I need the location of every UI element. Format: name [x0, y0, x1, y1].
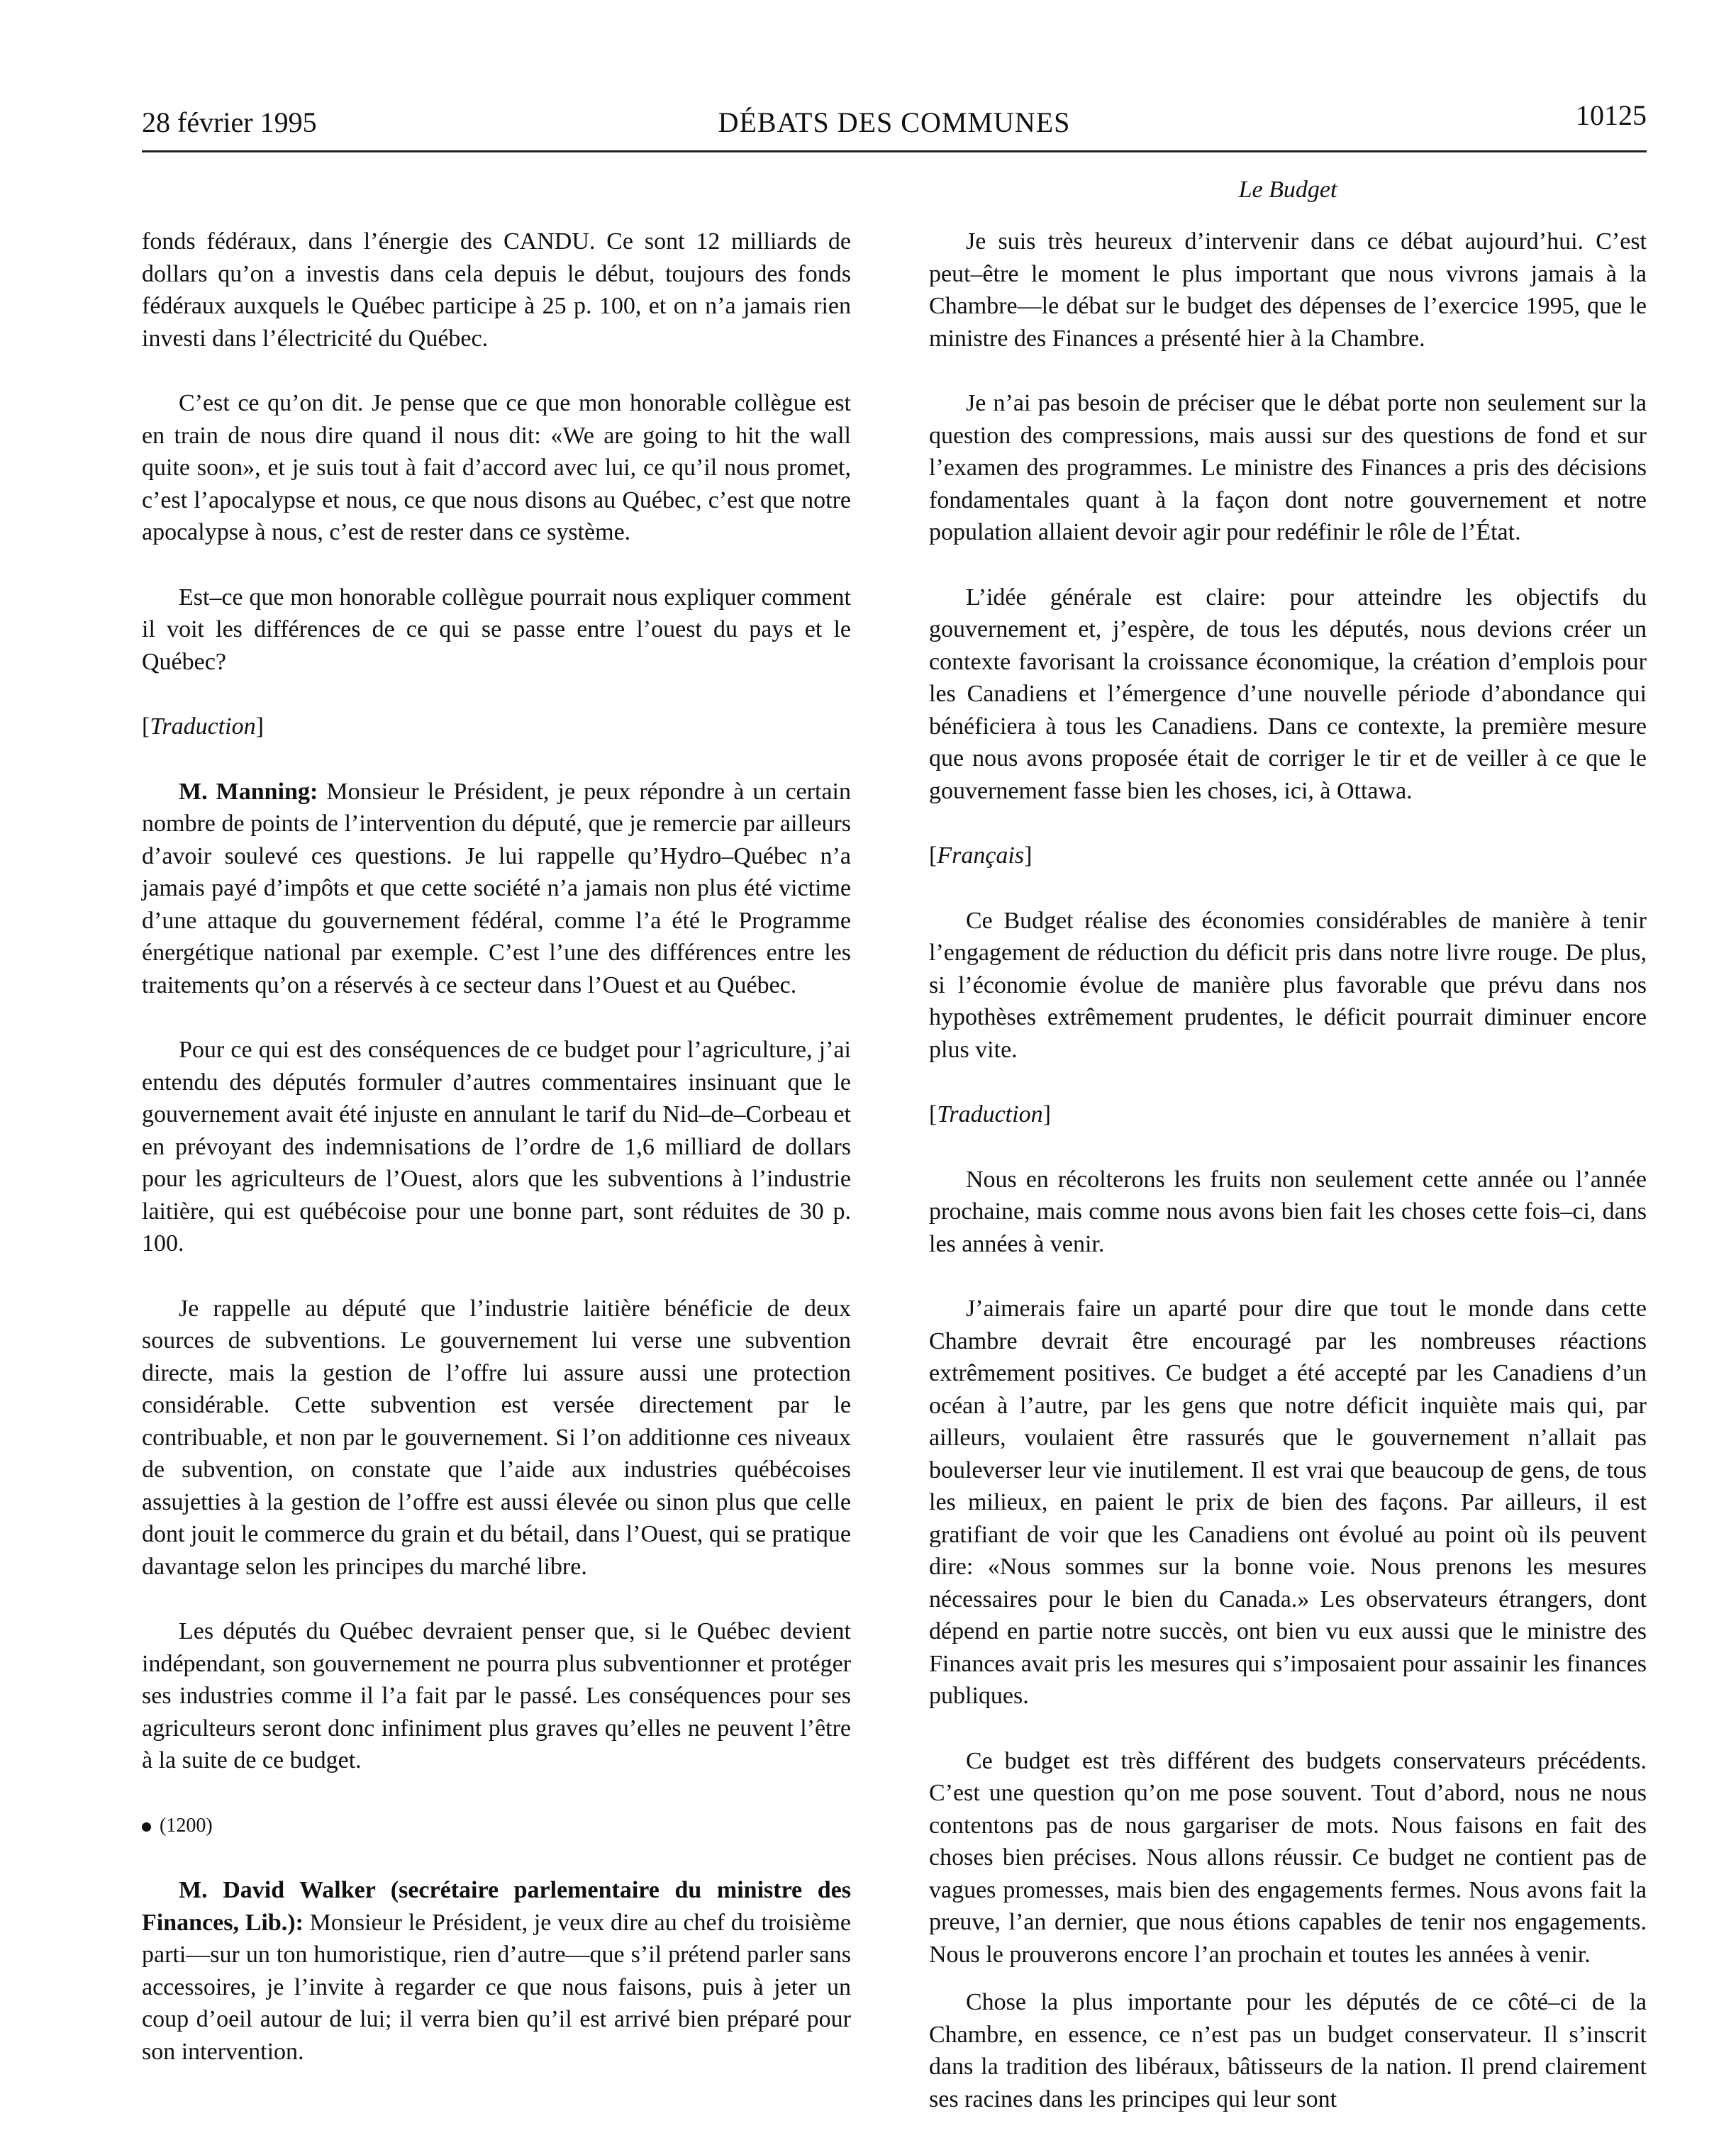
header-rule [142, 150, 1647, 152]
paragraph: Ce budget est très différent des budgets conservateurs précédents. C’est une question qu’on me pose souvent. Tout d’abord, nous ne nous contentons pas de nous gargariser de mots. Nous faisons en fait des choses bien précises. Nous allons réussir. Ce budget ne contient pas de vagues promesses, mais bien des engagements fermes. Nous avons fait la preuve, l’an dernier, que nous étions capables de tenir nos engagements. Nous le prouverons encore l’an prochain et toutes les années à venir. [929, 1747, 1647, 1968]
translation-tag: [Traduction] [929, 1101, 1051, 1127]
language-tag: [Français] [929, 842, 1033, 869]
paragraph: fonds fédéraux, dans l’énergie des CANDU. Ce sont 12 milliards de dollars qu’on a investis dans cela depuis le début, toujours des fonds fédéraux auxquels le Québec participe à 25 p. 100, et on n’a jamais rien investi dans l’électricité du Québec. [142, 228, 851, 352]
left-column [142, 225, 851, 2100]
header-title: DÉBATS DES COMMUNES [718, 106, 1071, 138]
right-column [929, 225, 1647, 2148]
page-header [142, 98, 1647, 147]
time-marker-text: (1200) [160, 1814, 213, 1837]
bullet-icon [142, 1822, 151, 1832]
speech-text: Monsieur le Président, je veux dire au chef du troisième parti—sur un ton humoristique, rien d’autre—que s’il prétend parler sans accessoires, je l’invite à regarder ce que nous faisons, puis à jeter un coup d’oeil autour de lui; il verra bien qu’il est arrivé bien préparé pour son intervention. [142, 1909, 852, 2065]
page-number: 10125 [1576, 99, 1647, 131]
paragraph: Ce Budget réalise des économies considérables de manière à tenir l’engagement de réduction du déficit pris dans notre livre rouge. De plus, si l’économie évolue de manière plus favorable que prévu dans nos hypothèses extrêmement prudentes, le déficit pourrait diminuer encore plus vite. [929, 907, 1647, 1063]
speaker-name: M. Manning: [179, 778, 318, 805]
translation-tag: [Traduction] [142, 713, 264, 740]
speech-text: Monsieur le Président, je peux répondre à un certain nombre de points de l’intervention du député, que je remercie par ailleurs d’avoir soulevé ces questions. Je lui rappelle qu’Hydro–Québec n’a jamais payé d’impôts et que cette société n’a jamais non plus été victime d’une attaque du gouvernement fédéral, comme l’a été le Programme énergétique national par exemple. C’est l’une des différences entre les traitements qu’on a réservés à ce secteur dans l’Ouest et au Québec. [142, 778, 851, 998]
paragraph: Je rappelle au député que l’industrie laitière bénéficie de deux sources de subventions. Le gouvernement lui verse une subvention directe, mais la gestion de l’offre lui assure aussi une protection considérable. Cette subvention est versée directement par le contribuable, et non par le gouvernement. Si l’on additionne ces niveaux de subvention, on constate que l’aide aux industries québécoises assujetties à la gestion de l’offre est aussi élevée ou sinon plus que celle dont jouit le commerce du grain et du bétail, dans l’Ouest, qui se pratique davantage selon les principes du marché libre. [142, 1295, 851, 1580]
speaker-name: M. David Walker (secrétaire parlementaire du ministre des Finances, Lib.): [142, 1877, 851, 1936]
paragraph: Pour ce qui est des conséquences de ce budget pour l’agriculture, j’ai entendu des députés formuler d’autres commentaires insinuant que le gouvernement avait été injuste en annulant le tarif du Nid–de–Corbeau et en prévoyant des indemnisations de l’ordre de 1,6 milliard de dollars pour les agriculteurs de l’Ouest, alors que les subventions à l’industrie laitière, qui est québécoise pour une bonne part, sont réduites de 30 p. 100. [142, 1037, 851, 1257]
header-date: 28 février 1995 [142, 106, 317, 138]
paragraph: Nous en récolterons les fruits non seulement cette année ou l’année prochaine, mais comme nous avons bien fait les choses cette fois–ci, dans les années à venir. [929, 1166, 1647, 1257]
subject-heading: Le Budget [1238, 177, 1337, 203]
paragraph: C’est ce qu’on dit. Je pense que ce que mon honorable collègue est en train de nous dire quand il nous dit: «We are going to hit the wall quite soon», et je suis tout à fait d’accord avec lui, ce qu’il nous promet, c’est l’apocalypse et nous, ce que nous disons au Québec, c’est que notre apocalypse à nous, c’est de rester dans ce système. [142, 390, 851, 545]
translation-tag-text: Traduction [150, 713, 256, 740]
time-marker [142, 1810, 851, 1842]
paragraph: Je suis très heureux d’intervenir dans ce débat aujourd’hui. C’est peut–être le moment le plus important que nous vivrons jamais à la Chambre—le débat sur le budget des dépenses de l’exercice 1995, que le ministre des Finances a présenté hier à la Chambre. [929, 228, 1647, 352]
paragraph [142, 1874, 851, 2068]
paragraph: Je n’ai pas besoin de préciser que le débat porte non seulement sur la question des compressions, mais aussi sur des questions de fond et sur l’examen des programmes. Le ministre des Finances a pris des décisions fondamentales quant à la façon dont notre gouvernement et notre population allaient devoir agir pour redéfinir le rôle de l’État. [929, 390, 1647, 545]
paragraph: Les députés du Québec devraient penser que, si le Québec devient indépendant, son gouvernement ne pourra plus subventionner et protéger ses industries comme il l’a fait par le passé. Les conséquences pour ses agriculteurs seront donc infiniment plus graves qu’elles ne peuvent l’être à la suite de ce budget. [142, 1618, 851, 1773]
translation-tag-text: Traduction [937, 1101, 1043, 1127]
language-tag-text: Français [937, 842, 1025, 869]
paragraph: Est–ce que mon honorable collègue pourrait nous expliquer comment il voit les différences de ce qui se passe entre l’ouest du pays et le Québec? [142, 584, 851, 675]
paragraph: J’aimerais faire un aparté pour dire que tout le monde dans cette Chambre devrait être encouragé par les nombreuses réactions extrêmement positives. Ce budget a été accepté par les Canadiens d’un océan à l’autre, par les gens que notre déficit inquiète mais qui, par ailleurs, voulaient être rassurés que le gouvernement n’allait pas bouleverser leur vie inutilement. Il est vrai que beaucoup de gens, de tous les milieux, en paient le prix de bien des façons. Par ailleurs, il est gratifiant de voir que les Canadiens ont évolué au point où ils peuvent dire: «Nous sommes sur la bonne voie. Nous prenons les mesures nécessaires pour le bien du Canada.» Les observateurs étrangers, dont dépend en partie notre succès, ont bien vu eux aussi que le ministre des Finances avait pris les mesures qui s’imposaient pour assainir les finances publiques. [929, 1296, 1647, 1709]
paragraph: Chose la plus importante pour les députés de ce côté–ci de la Chambre, en essence, ce n’est pas un budget conservateur. Il s’inscrit dans la tradition des libéraux, bâtisseurs de la nation. Il prend clairement ses racines dans les principes qui leur sont [929, 1989, 1647, 2112]
paragraph: L’idée générale est claire: pour atteindre les objectifs du gouvernement et, j’espère, de tous les députés, nous devions créer un contexte favorisant la croissance économique, la création d’emplois pour les Canadiens et l’émergence d’une nouvelle période d’abondance qui bénéficiera à tous les Canadiens. Dans ce contexte, la première mesure que nous avons proposée était de corriger le tir et de veiller à ce que le gouvernement fasse bien les choses, ici, à Ottawa. [929, 584, 1647, 804]
paragraph [142, 776, 851, 1002]
